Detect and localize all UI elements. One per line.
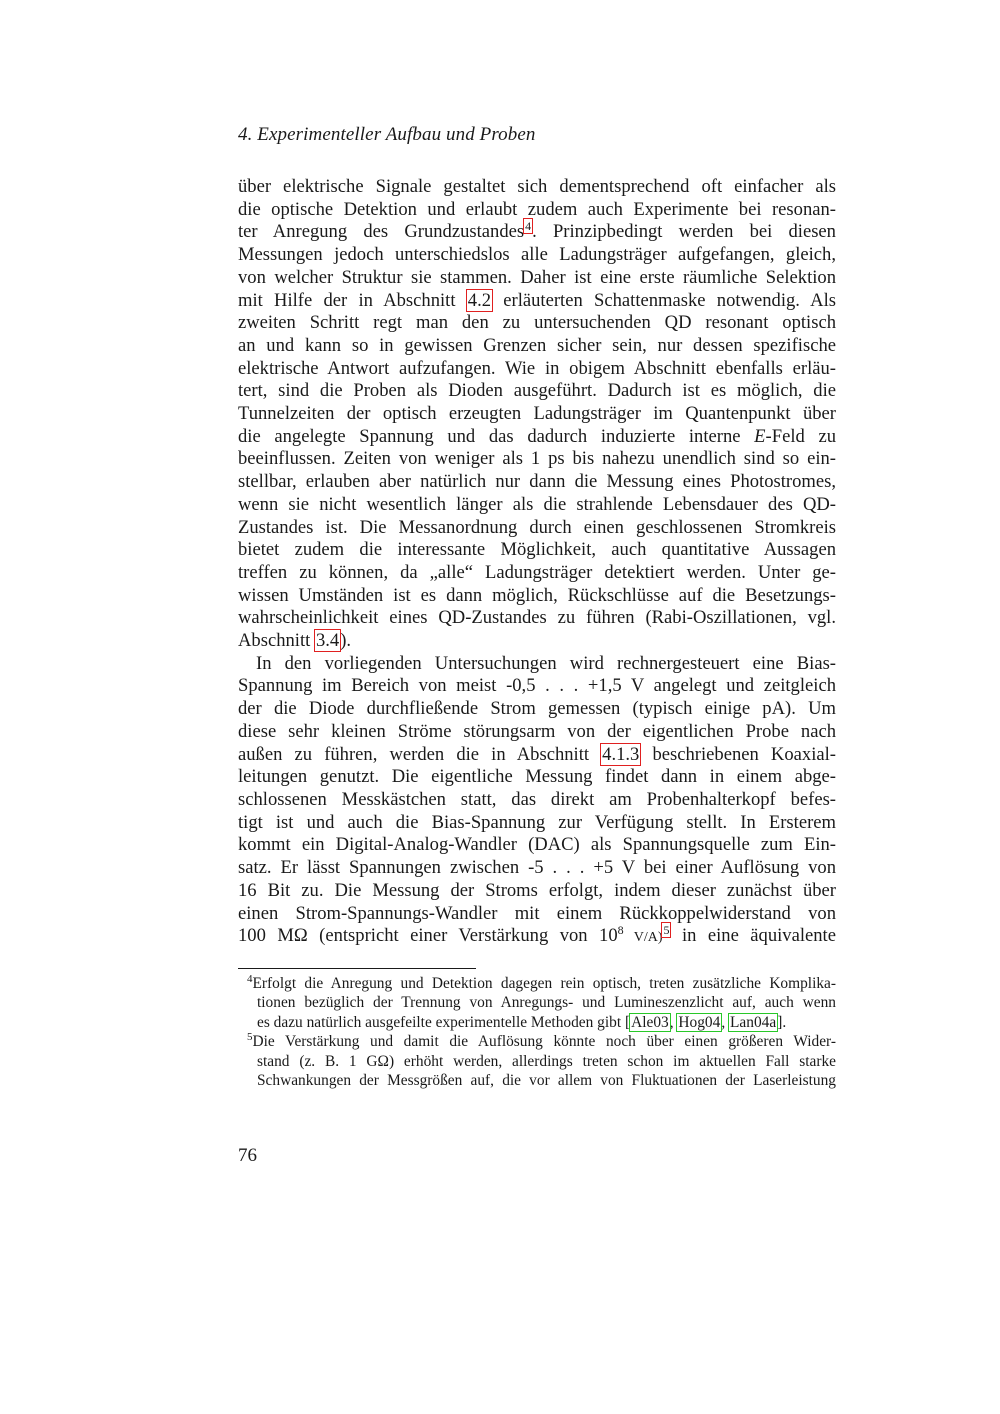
text-line: von welcher Struktur sie stammen. Daher ist eine erste räumliche Selektion bbox=[238, 266, 836, 288]
text-segment: , bbox=[669, 1013, 678, 1031]
footnote-5-line: stand (z. B. 1 GΩ) erhöht werden, allerdings treten schon im aktuellen Fall starke bbox=[257, 1052, 836, 1070]
citation-link-ale03[interactable]: Ale03 bbox=[631, 1013, 669, 1031]
footnote-4-line: tionen bezüglich der Trennung von Anregungs- und Lumineszenzlicht auf, auch wenn bbox=[257, 994, 836, 1012]
running-header: 4. Experimenteller Aufbau und Proben bbox=[238, 124, 536, 145]
text-line: schlossenen Messkästchen statt, das direkt am Probenhalterkopf befes- bbox=[238, 788, 836, 810]
text-line bbox=[238, 630, 836, 653]
footnote-4-line bbox=[238, 974, 836, 993]
section-link-3-4[interactable]: 3.4 bbox=[315, 630, 340, 652]
footnotes bbox=[238, 974, 836, 1090]
text-line: elektrische Antwort aufzufangen. Wie in obigem Abschnitt ebenfalls erläu- bbox=[238, 357, 836, 379]
text-segment: mit Hilfe der in Abschnitt bbox=[238, 289, 467, 311]
footnote-5-line bbox=[238, 1032, 836, 1051]
footnote-link-5[interactable]: 5 bbox=[663, 923, 670, 938]
text-line: tert, sind die Proben als Dioden ausgeführt. Dadurch ist es möglich, die bbox=[238, 380, 836, 402]
text-line: Zustandes ist. Die Messanordnung durch einen geschlossenen Stromkreis bbox=[238, 516, 836, 538]
citation-link-lan04a[interactable]: Lan04a bbox=[730, 1013, 777, 1031]
text-line: diese sehr kleinen Ströme störungsarm von der eigentlichen Probe nach bbox=[238, 720, 836, 742]
text-line bbox=[238, 925, 836, 950]
text-line: wenn sie nicht wesentlich länger als die strahlende Lebensdauer des QD- bbox=[238, 493, 836, 515]
footnote-link-4[interactable]: 4 bbox=[525, 219, 532, 234]
text-line: Messungen jedoch unterschiedslos alle Ladungsträger aufgefangen, gleich, bbox=[238, 244, 836, 266]
text-line: treffen zu können, da „alle“ Ladungsträger detektiert werden. Unter ge- bbox=[238, 561, 836, 583]
footnote-5-line: Schwankungen der Messgrößen auf, die vor allem von Fluktuationen der Laserleistung bbox=[257, 1072, 836, 1090]
text-segment: -Feld zu bbox=[765, 425, 836, 447]
footnote-divider bbox=[238, 968, 476, 969]
text-segment: Die Verstärkung und damit die Auflösung könnte noch über einen größeren Wider- bbox=[252, 1033, 836, 1051]
text-segment: Erfolgt die Anregung und Detektion dagegen rein optisch, treten zusätzliche Komplika- bbox=[252, 975, 836, 992]
unit-label: V/A) bbox=[623, 930, 663, 946]
text-line: leitungen genutzt. Die eigentliche Messung findet dann in einem abge- bbox=[238, 766, 836, 788]
text-segment: ]. bbox=[777, 1013, 787, 1031]
text-segment: 100 MΩ (entspricht einer Verstärkung von 10 bbox=[238, 925, 618, 947]
text-line: wissen Umständen ist es dann möglich, Rückschlüsse auf die Besetzungs- bbox=[238, 584, 836, 606]
text-segment: . Prinzipbedingt werden bei diesen bbox=[532, 221, 836, 243]
footnote-mark: 5 bbox=[247, 1031, 253, 1044]
text-line: kommt ein Digital-Analog-Wandler (DAC) als Spannungsquelle zum Ein- bbox=[238, 834, 836, 856]
text-segment: , bbox=[721, 1013, 730, 1031]
text-line: satz. Er lässt Spannungen zwischen -5 . . . +5 V bei einer Auflösung von bbox=[238, 857, 836, 879]
text-segment: Abschnitt bbox=[238, 630, 315, 652]
footnote-mark: 4 bbox=[247, 973, 253, 985]
text-line: wahrscheinlichkeit eines QD-Zustandes zu führen (Rabi-Oszillationen, vgl. bbox=[238, 607, 836, 629]
text-line: beeinflussen. Zeiten von weniger als 1 ps bis nahezu unendlich sind so ein- bbox=[238, 448, 836, 470]
text-line: der die Diode durchfließende Strom gemessen (typisch einige pA). Um bbox=[238, 698, 836, 720]
text-line: Spannung im Bereich von meist -0,5 . . . +1,5 V angelegt und zeitgleich bbox=[238, 675, 836, 697]
section-link-4-2[interactable]: 4.2 bbox=[467, 289, 492, 311]
text-line: einen Strom-Spannungs-Wandler mit einem Rückkoppelwiderstand von bbox=[238, 902, 836, 924]
text-line: Tunnelzeiten der optisch erzeugten Ladungsträger im Quantenpunkt über bbox=[238, 403, 836, 425]
text-line: zweiten Schritt regt man den zu untersuchenden QD resonant optisch bbox=[238, 312, 836, 334]
exponent: 8 bbox=[617, 923, 624, 938]
text-segment: die angelegte Spannung und das dadurch induzierte interne bbox=[238, 425, 755, 447]
body-text bbox=[238, 176, 836, 950]
text-line: an und kann so in gewissen Grenzen sicher sein, nur dessen spezifische bbox=[238, 334, 836, 356]
text-line bbox=[238, 221, 836, 244]
text-line: stellbar, erlauben aber natürlich nur dann die Messung eines Photostromes, bbox=[238, 471, 836, 493]
text-segment: ter Anregung des Grundzustandes bbox=[238, 221, 525, 243]
text-line: 16 Bit zu. Die Messung der Stroms erfolgt, indem dieser zunächst über bbox=[238, 879, 836, 901]
text-line: In den vorliegenden Untersuchungen wird rechnergesteuert eine Bias- bbox=[256, 652, 836, 674]
text-segment: in eine äquivalente bbox=[670, 925, 836, 947]
text-segment: ). bbox=[340, 630, 352, 652]
text-segment: beschriebenen Koaxial- bbox=[640, 743, 836, 765]
citation-link-hog04[interactable]: Hog04 bbox=[678, 1013, 721, 1031]
text-segment: außen zu führen, werden die in Abschnitt bbox=[238, 743, 602, 765]
text-segment: erläuterten Schattenmaske notwendig. Als bbox=[492, 289, 836, 311]
footnote-4-line bbox=[238, 1013, 836, 1032]
text-line: über elektrische Signale gestaltet sich dementsprechend oft einfacher als bbox=[238, 176, 836, 197]
text-line: die optische Detektion und erlaubt zudem auch Experimente bei resonan- bbox=[238, 198, 836, 220]
text-line bbox=[238, 744, 836, 767]
math-symbol-e: E bbox=[754, 425, 766, 447]
text-line: tigt ist und auch die Bias-Spannung zur Verfügung stellt. In Ersterem bbox=[238, 811, 836, 833]
text-segment: es dazu natürlich ausgefeilte experimentelle Methoden gibt [ bbox=[257, 1013, 631, 1031]
text-line bbox=[238, 290, 836, 313]
page-number: 76 bbox=[238, 1145, 257, 1166]
text-line bbox=[238, 426, 836, 449]
section-link-4-1-3[interactable]: 4.1.3 bbox=[602, 743, 640, 765]
text-line: bietet zudem die interessante Möglichkeit, auch quantitative Aussagen bbox=[238, 539, 836, 561]
